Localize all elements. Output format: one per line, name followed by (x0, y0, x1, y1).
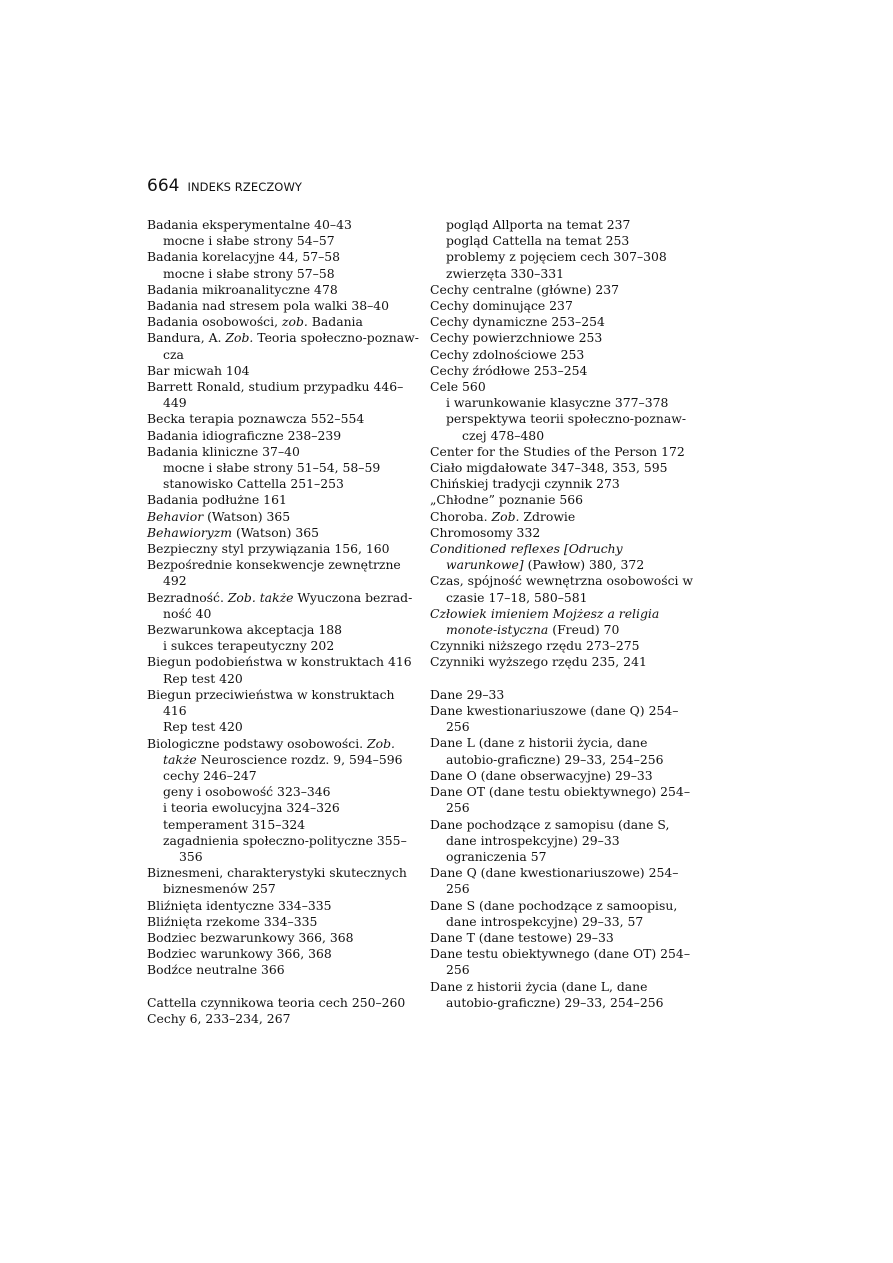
entry-text: Cechy 6, 233–234, 267 (147, 1010, 291, 1026)
entry-text: „Chłodne” poznanie 566 (430, 492, 584, 508)
entry-text: cechy 246–247 (163, 767, 257, 783)
entry-text: Bodziec bezwarunkowy 366, 368 (147, 929, 354, 945)
index-entry (147, 687, 419, 719)
entry-text: mocne i słabe strony 51–54, 58–59 (163, 460, 381, 476)
index-entry (430, 330, 702, 346)
entry-text: Cechy dynamiczne 253–254 (430, 314, 605, 330)
entry-text: Czynniki niższego rzędu 273–275 (430, 638, 640, 654)
entry-text: Neuroscience rozdz. 9, 594–596 (196, 751, 403, 767)
entry-text: Badania podłużne 161 (147, 492, 287, 508)
entry-text: Bodźce neutralne 366 (147, 962, 285, 978)
entry-text: Cele 560 (430, 379, 486, 395)
entry-text: i teoria ewolucyjna 324–326 (163, 800, 340, 816)
index-entry (430, 606, 702, 638)
index-entry (430, 930, 702, 946)
entry-text: Biegun podobieństwa w konstruktach 416 (147, 654, 412, 670)
index-entry (147, 557, 419, 589)
entry-text: Center for the Studies of the Person 172 (430, 443, 685, 459)
index-entry (430, 768, 702, 784)
entry-text: Badania mikroanalityczne 478 (147, 281, 338, 297)
index-subentry (147, 817, 419, 833)
section-gap (147, 979, 419, 995)
entry-text: Bezpośrednie konsekwencje zewnętrzne 492 (147, 557, 401, 589)
entry-text-italic: Człowiek imieniem Mojżesz a religia monote-istyczna (430, 605, 660, 638)
index-entry (430, 898, 702, 930)
entry-text: Badania eksperymentalne 40–43 (147, 217, 352, 232)
entry-text: Teoria społeczno-poznaw-cza (163, 330, 419, 362)
index-entry (430, 444, 702, 460)
entry-text: Chińskiej tradycji czynnik 273 (430, 476, 620, 492)
index-entry (430, 282, 702, 298)
entry-text: perspektywa teorii społeczno-poznaw-czej 478–480 (446, 411, 687, 443)
entry-text: (Freud) 70 (548, 622, 620, 638)
entry-text: Dane testu obiektywnego (dane OT) 254–256 (430, 946, 691, 978)
entry-text: Bar micwah 104 (147, 362, 250, 378)
running-head: INDEKS RZECZOWY (187, 180, 303, 194)
entry-text-italic: Zob. (225, 330, 254, 346)
entry-text: Bezwarunkowa akceptacja 188 (147, 622, 342, 638)
index-entry (430, 573, 702, 605)
index-subentry (147, 460, 419, 476)
entry-text: Cattella czynnikowa teoria cech 250–260 (147, 994, 406, 1010)
entry-text: Dane pochodzące z samopisu (dane S, dane introspekcyjne) 29–33 (430, 816, 670, 848)
entry-text-italic: zob. (281, 314, 308, 330)
index-entry (147, 492, 419, 508)
entry-text: zwierzęta 330–331 (446, 265, 565, 281)
index-subentry (147, 671, 419, 687)
entry-text: Czynniki wyższego rzędu 235, 241 (430, 654, 647, 670)
index-subentry (147, 784, 419, 800)
entry-text: (Pawłow) 380, 372 (523, 557, 645, 573)
index-entry (430, 492, 702, 508)
entry-text: Dane L (dane z historii życia, dane autobio-graficzne) 29–33, 254–256 (430, 735, 664, 767)
index-subentry (430, 249, 702, 265)
index-subentry (430, 217, 702, 233)
entry-text: Badania nad stresem pola walki 38–40 (147, 298, 390, 314)
entry-text: temperament 315–324 (163, 816, 306, 832)
entry-text: Becka terapia poznawcza 552–554 (147, 411, 365, 427)
index-entry (147, 946, 419, 962)
index-subentry (430, 233, 702, 249)
index-subentry (147, 233, 419, 249)
index-subentry (147, 638, 419, 654)
index-entry (147, 330, 419, 362)
entry-text: (Watson) 365 (203, 508, 291, 524)
index-subentry (147, 719, 419, 735)
entry-text: Cechy zdolnościowe 253 (430, 346, 585, 362)
index-entry (430, 460, 702, 476)
index-entry (430, 946, 702, 978)
entry-text: Dane kwestionariuszowe (dane Q) 254–256 (430, 703, 679, 735)
entry-text: Badania kliniczne 37–40 (147, 443, 300, 459)
index-entry (147, 444, 419, 460)
index-subentry (430, 266, 702, 282)
entry-text: (Watson) 365 (232, 524, 320, 540)
index-entry (430, 865, 702, 897)
index-subentry (147, 266, 419, 282)
entry-text: Biegun przeciwieństwa w konstruktach 416 (147, 686, 395, 719)
index-column-left (147, 217, 419, 1027)
index-subentry (430, 849, 702, 865)
index-entry (147, 590, 419, 622)
index-entry (147, 363, 419, 379)
index-entry (147, 428, 419, 444)
index-entry (147, 249, 419, 265)
index-column-right (430, 217, 702, 1011)
index-entry (147, 282, 419, 298)
entry-text-italic: Behawioryzm (147, 524, 233, 540)
entry-text: Dane z historii życia (dane L, dane autobio-graficzne) 29–33, 254–256 (430, 978, 664, 1010)
entry-text: Badania idiograficzne 238–239 (147, 427, 342, 443)
index-entry (430, 347, 702, 363)
index-entry (430, 817, 702, 849)
index-entry (147, 995, 419, 1011)
entry-text: pogląd Allporta na temat 237 (446, 217, 631, 232)
index-entry (147, 314, 419, 330)
entry-text: zagadnienia społeczno-polityczne 355–356 (163, 832, 407, 864)
entry-text: Rep test 420 (163, 670, 243, 686)
entry-text-italic: Zob. (491, 508, 520, 524)
entry-text: Barrett Ronald, studium przypadku 446–449 (147, 379, 404, 411)
entry-text-italic: Zob. także (227, 589, 294, 605)
index-entry (430, 784, 702, 816)
index-entry (430, 314, 702, 330)
index-entry (430, 654, 702, 670)
entry-text: Dane S (dane pochodzące z samoopisu, dane introspekcyjne) 29–33, 57 (430, 897, 678, 929)
index-entry (147, 736, 419, 768)
entry-text: Dane O (dane obserwacyjne) 29–33 (430, 767, 653, 783)
index-entry (147, 541, 419, 557)
entry-text: Bliźnięta rzekome 334–335 (147, 913, 318, 929)
index-entry (430, 703, 702, 735)
index-entry (147, 298, 419, 314)
entry-text: Biznesmeni, charakterystyki skutecznych biznesmenów 257 (147, 865, 407, 897)
index-subentry (430, 411, 702, 443)
entry-text: Ciało migdałowate 347–348, 353, 595 (430, 460, 668, 476)
index-entry (147, 654, 419, 670)
index-entry (430, 687, 702, 703)
entry-text: Biologiczne podstawy osobowości. (147, 735, 368, 751)
entry-text-italic: Behavior (147, 508, 204, 524)
entry-text: stanowisko Cattella 251–253 (163, 476, 344, 492)
index-entry (430, 541, 702, 573)
entry-text: Chromosomy 332 (430, 524, 541, 540)
index-subentry (147, 768, 419, 784)
entry-text: Czas, spójność wewnętrzna osobowości w czasie 17–18, 580–581 (430, 573, 694, 605)
entry-text: Bandura, A. (147, 330, 226, 346)
index-entry (430, 379, 702, 395)
entry-text: Cechy dominujące 237 (430, 298, 573, 314)
entry-text: Badania (307, 314, 363, 330)
entry-text: Cechy powierzchniowe 253 (430, 330, 603, 346)
entry-text: Badania korelacyjne 44, 57–58 (147, 249, 341, 265)
entry-text: Bezpieczny styl przywiązania 156, 160 (147, 541, 390, 557)
index-entry (147, 1011, 419, 1027)
entry-text: Dane OT (dane testu obiektywnego) 254–256 (430, 784, 691, 816)
entry-text: mocne i słabe strony 54–57 (163, 233, 335, 249)
entry-text: Bezradność. (147, 589, 228, 605)
entry-text: Badania osobowości, (147, 314, 282, 330)
index-subentry (147, 833, 419, 865)
entry-text: Zdrowie (519, 508, 576, 524)
index-entry (430, 298, 702, 314)
index-subentry (147, 476, 419, 492)
entry-text: Rep test 420 (163, 719, 243, 735)
entry-text: Wyuczona bezrad-ność 40 (163, 589, 413, 621)
index-entry (147, 622, 419, 638)
section-gap (430, 671, 702, 687)
entry-text: Dane T (dane testowe) 29–33 (430, 929, 614, 945)
index-entry (430, 525, 702, 541)
entry-text-italic: Conditioned reflexes [Odruchy warunkowe] (430, 541, 623, 573)
entry-text: Dane Q (dane kwestionariuszowe) 254–256 (430, 865, 679, 897)
index-entry (430, 979, 702, 1011)
entry-text: ograniczenia 57 (446, 848, 547, 864)
index-subentry (430, 395, 702, 411)
index-entry (147, 217, 419, 233)
index-entry (147, 379, 419, 411)
index-entry (430, 363, 702, 379)
entry-text: mocne i słabe strony 57–58 (163, 265, 335, 281)
index-entry (430, 509, 702, 525)
index-entry (430, 735, 702, 767)
index-entry (430, 476, 702, 492)
index-entry (147, 962, 419, 978)
index-entry (147, 898, 419, 914)
index-entry (147, 525, 419, 541)
index-entry (147, 930, 419, 946)
index-entry (147, 411, 419, 427)
entry-text: Cechy źródłowe 253–254 (430, 362, 588, 378)
index-entry (147, 865, 419, 897)
entry-text: pogląd Cattella na temat 253 (446, 233, 630, 249)
index-entry (147, 509, 419, 525)
entry-text: Dane 29–33 (430, 686, 505, 702)
entry-text: Bodziec warunkowy 366, 368 (147, 946, 332, 962)
entry-text: problemy z pojęciem cech 307–308 (446, 249, 667, 265)
entry-text: geny i osobowość 323–346 (163, 784, 331, 800)
entry-text: Cechy centralne (główne) 237 (430, 281, 620, 297)
entry-text: i sukces terapeutyczny 202 (163, 638, 335, 654)
index-entry (147, 914, 419, 930)
page-number: 664 (147, 176, 180, 196)
page-header (147, 176, 302, 196)
index-entry (430, 638, 702, 654)
entry-text: i warunkowanie klasyczne 377–378 (446, 395, 669, 411)
index-subentry (147, 800, 419, 816)
entry-text: Choroba. (430, 508, 492, 524)
entry-text: Bliźnięta identyczne 334–335 (147, 897, 332, 913)
entry-text-italic: Zob. także (163, 735, 395, 767)
